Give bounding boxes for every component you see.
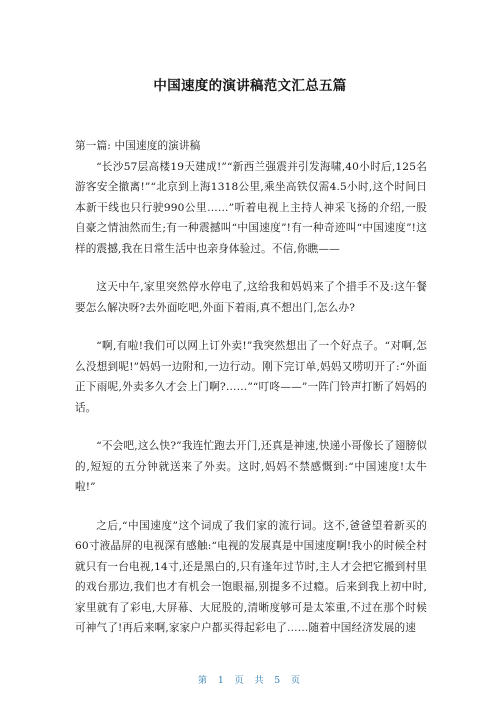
footer-page-label: 第: [198, 676, 210, 686]
paragraph-5: 之后,“中国速度”这个词成了我们家的流行词。这不,爸爸望着新买的60寸液晶屏的电视深有感触:“电视的发展真是中国速度啊!我小的时候全村就只有一台电视,14寸,还是黑白的,只有逢年过节时,主人才会把它搬到村里的戏台那边,我们也才有机会一饱眼福,别提多不过瘾。后来到我上初中时,家里就有了彩电,大屏幕、大屁股的,清晰度够可是太笨重,不过在那个时候可神气了!再后来啊,家家户户都买得起彩电了……随着中国经济发展的速: [75, 519, 427, 634]
document-title: 中国速度的演讲稿范文汇总五篇: [153, 78, 347, 94]
document-body: [75, 136, 427, 639]
paragraph-gap: [75, 498, 427, 516]
paragraph-2: 这天中午,家里突然停水停电了,这给我和妈妈来了个措手不及:这午餐要怎么解决呀?去外面吃吧,外面下着雨,真不想出门,怎么办?: [75, 281, 427, 314]
footer-total-unit: 页: [290, 676, 302, 686]
footer-page-unit: 页: [234, 676, 246, 686]
footer-total-label: 共: [254, 676, 266, 686]
section-heading: 第一篇: 中国速度的演讲稿: [75, 140, 201, 152]
paragraph-gap: [75, 318, 427, 336]
paragraph-gap: [75, 259, 427, 277]
paragraph-4: “不会吧,这么快?”我连忙跑去开门,还真是神速,快递小哥像长了翅膀似的,短短的五分钟就送来了外卖。这时,妈妈不禁感慨到:“中国速度!太牛啦!”: [75, 440, 427, 493]
paragraph-3: “啊,有啦!我们可以网上订外卖!”我突然想出了一个好点子。“对啊,怎么没想到呢!”妈妈一边附和,一边行动。刚下完订单,妈妈又唠叨开了:“外面正下雨呢,外卖多久才会上门啊?……”“叮咚——”一阵门铃声打断了妈妈的话。: [75, 340, 427, 414]
paragraph-gap: [75, 418, 427, 436]
page-footer: [0, 673, 500, 686]
paragraph-1: “长沙57层高楼19天建成!”“新西兰强震并引发海啸,40小时后,125名游客安全撤离!”“北京到上海1318公里,乘坐高铁仅需4.5小时,这个时间日本新干线也只行驶990公里……”听着电视上主持人神采飞扬的介绍,一股自豪之情油然而生;有一种震撼叫“中国速度”!有一种奇迹叫“中国速度”!这样的震撼,我在日常生活中也亲身体验过。不信,你瞧——: [75, 160, 427, 255]
page-bottom-margin: [0, 690, 500, 707]
footer-page-number: 1: [217, 676, 226, 686]
footer-total-pages: 5: [274, 676, 283, 686]
